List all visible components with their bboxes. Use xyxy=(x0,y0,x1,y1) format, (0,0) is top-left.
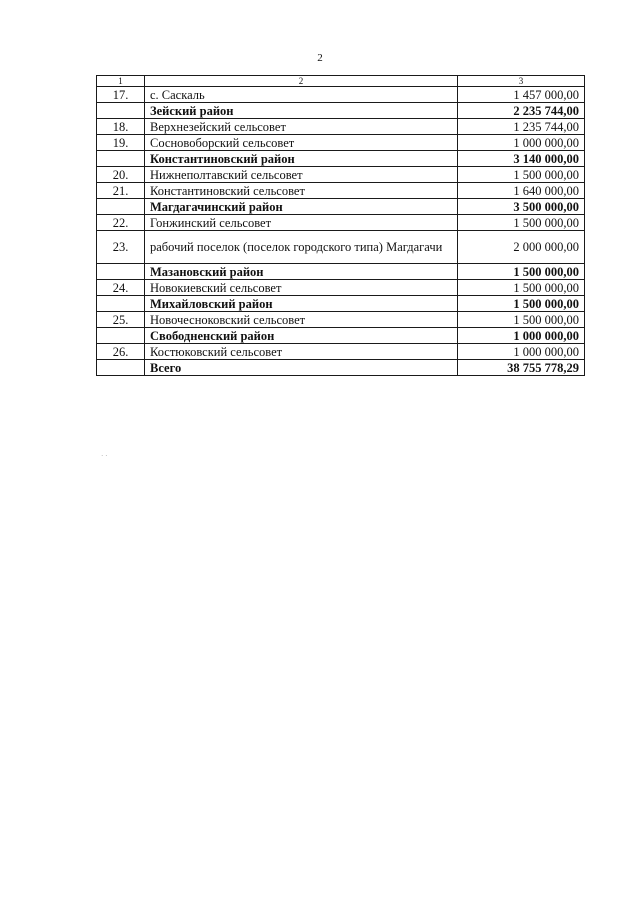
table-row xyxy=(97,199,585,215)
table-row xyxy=(97,344,585,360)
row-name: Новокиевский сельсовет xyxy=(145,280,458,296)
row-number: 17. xyxy=(97,87,145,103)
table-row xyxy=(97,215,585,231)
row-number xyxy=(97,103,145,119)
row-name: Зейский район xyxy=(145,103,458,119)
row-amount: 1 500 000,00 xyxy=(458,264,585,280)
row-amount: 1 457 000,00 xyxy=(458,87,585,103)
row-number: 20. xyxy=(97,167,145,183)
column-header-2: 2 xyxy=(145,76,458,87)
row-name: Нижнеполтавский сельсовет xyxy=(145,167,458,183)
row-number: 22. xyxy=(97,215,145,231)
page-number: 2 xyxy=(317,52,323,64)
row-amount: 1 000 000,00 xyxy=(458,328,585,344)
row-name: Михайловский район xyxy=(145,296,458,312)
allocation-table xyxy=(96,75,585,376)
table-row xyxy=(97,151,585,167)
row-name: Константиновский район xyxy=(145,151,458,167)
row-amount: 3 140 000,00 xyxy=(458,151,585,167)
row-amount: 38 755 778,29 xyxy=(458,360,585,376)
column-header-3: 3 xyxy=(458,76,585,87)
row-name: Магдагачинский район xyxy=(145,199,458,215)
table-row xyxy=(97,119,585,135)
row-number: 24. xyxy=(97,280,145,296)
row-name: Верхнезейский сельсовет xyxy=(145,119,458,135)
row-number xyxy=(97,199,145,215)
row-name: рабочий поселок (поселок городского типа) Магдагачи xyxy=(145,231,458,264)
row-number xyxy=(97,151,145,167)
row-amount: 2 235 744,00 xyxy=(458,103,585,119)
table-row xyxy=(97,135,585,151)
row-amount: 1 000 000,00 xyxy=(458,135,585,151)
table-row xyxy=(97,103,585,119)
row-number: 23. xyxy=(97,231,145,264)
row-number xyxy=(97,264,145,280)
table-row xyxy=(97,183,585,199)
table-row xyxy=(97,87,585,103)
row-amount: 1 235 744,00 xyxy=(458,119,585,135)
table-row xyxy=(97,360,585,376)
row-amount: 1 500 000,00 xyxy=(458,280,585,296)
scan-speck: · · xyxy=(101,452,108,460)
row-name: Новочесноковский сельсовет xyxy=(145,312,458,328)
table-row xyxy=(97,328,585,344)
table-row xyxy=(97,280,585,296)
row-name: Константиновский сельсовет xyxy=(145,183,458,199)
column-header-1: 1 xyxy=(97,76,145,87)
row-amount: 1 500 000,00 xyxy=(458,312,585,328)
row-name: Всего xyxy=(145,360,458,376)
table-column-header-row xyxy=(97,76,585,87)
row-number: 25. xyxy=(97,312,145,328)
row-amount: 2 000 000,00 xyxy=(458,231,585,264)
row-number xyxy=(97,328,145,344)
row-name: Мазановский район xyxy=(145,264,458,280)
row-name: с. Саскаль xyxy=(145,87,458,103)
row-number: 18. xyxy=(97,119,145,135)
row-amount: 3 500 000,00 xyxy=(458,199,585,215)
table-row xyxy=(97,312,585,328)
row-number xyxy=(97,360,145,376)
row-number: 26. xyxy=(97,344,145,360)
row-name: Гонжинский сельсовет xyxy=(145,215,458,231)
row-name: Костюковский сельсовет xyxy=(145,344,458,360)
table-row xyxy=(97,296,585,312)
row-amount: 1 640 000,00 xyxy=(458,183,585,199)
row-number xyxy=(97,296,145,312)
row-amount: 1 500 000,00 xyxy=(458,167,585,183)
table-row xyxy=(97,231,585,264)
row-amount: 1 000 000,00 xyxy=(458,344,585,360)
row-name: Свободненский район xyxy=(145,328,458,344)
row-number: 21. xyxy=(97,183,145,199)
row-amount: 1 500 000,00 xyxy=(458,215,585,231)
row-name: Сосновоборский сельсовет xyxy=(145,135,458,151)
table-row xyxy=(97,167,585,183)
row-amount: 1 500 000,00 xyxy=(458,296,585,312)
row-number: 19. xyxy=(97,135,145,151)
table-row xyxy=(97,264,585,280)
